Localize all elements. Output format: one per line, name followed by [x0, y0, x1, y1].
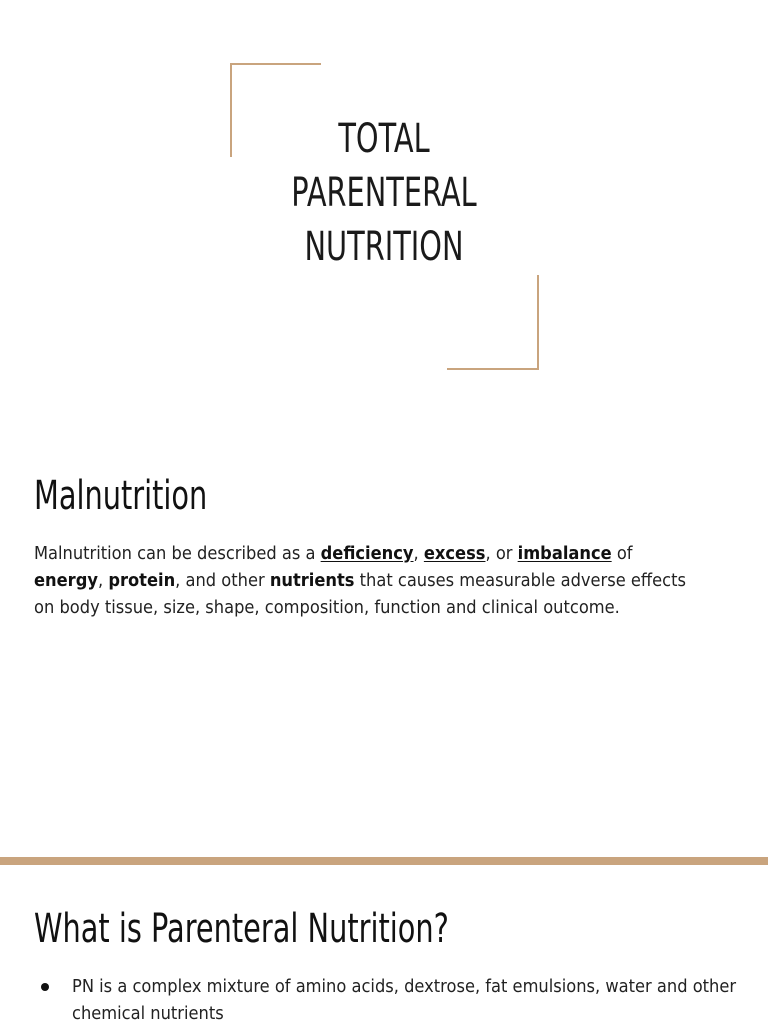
slide-divider: [0, 857, 768, 865]
decorative-corner-bottom-right: [447, 275, 539, 370]
text-segment: that causes measurable adverse effects on body tissue, size, shape, composition, function and clinical outcome.: [34, 571, 686, 618]
bullet-text: PN is a complex mixture of amino acids, dextrose, fat emulsions, water and other chemical nutrients: [72, 977, 737, 1024]
keyword-excess: excess: [423, 544, 486, 564]
title-line-2: PARENTERAL: [291, 170, 477, 216]
list-item: [34, 974, 737, 1028]
pn-bullet-list: [34, 974, 737, 1028]
title-line-1: TOTAL: [338, 116, 430, 162]
text-segment: ,: [97, 571, 109, 591]
slide-title: [276, 112, 492, 274]
bullet-icon: [41, 983, 49, 991]
text-segment: Malnutrition can be described as a: [34, 544, 321, 564]
text-segment: , or: [485, 544, 518, 564]
keyword-deficiency: deficiency: [320, 544, 414, 564]
text-segment: , and other: [175, 571, 270, 591]
keyword-protein: protein: [108, 571, 176, 591]
keyword-imbalance: imbalance: [517, 544, 612, 564]
title-line-3: NUTRITION: [304, 224, 464, 270]
keyword-energy: energy: [34, 571, 98, 591]
parenteral-nutrition-heading: What is Parenteral Nutrition?: [34, 906, 449, 952]
malnutrition-definition: [34, 541, 694, 622]
malnutrition-heading: Malnutrition: [34, 473, 208, 519]
text-segment: ,: [413, 544, 424, 564]
text-segment: of: [611, 544, 633, 564]
keyword-nutrients: nutrients: [269, 571, 355, 591]
